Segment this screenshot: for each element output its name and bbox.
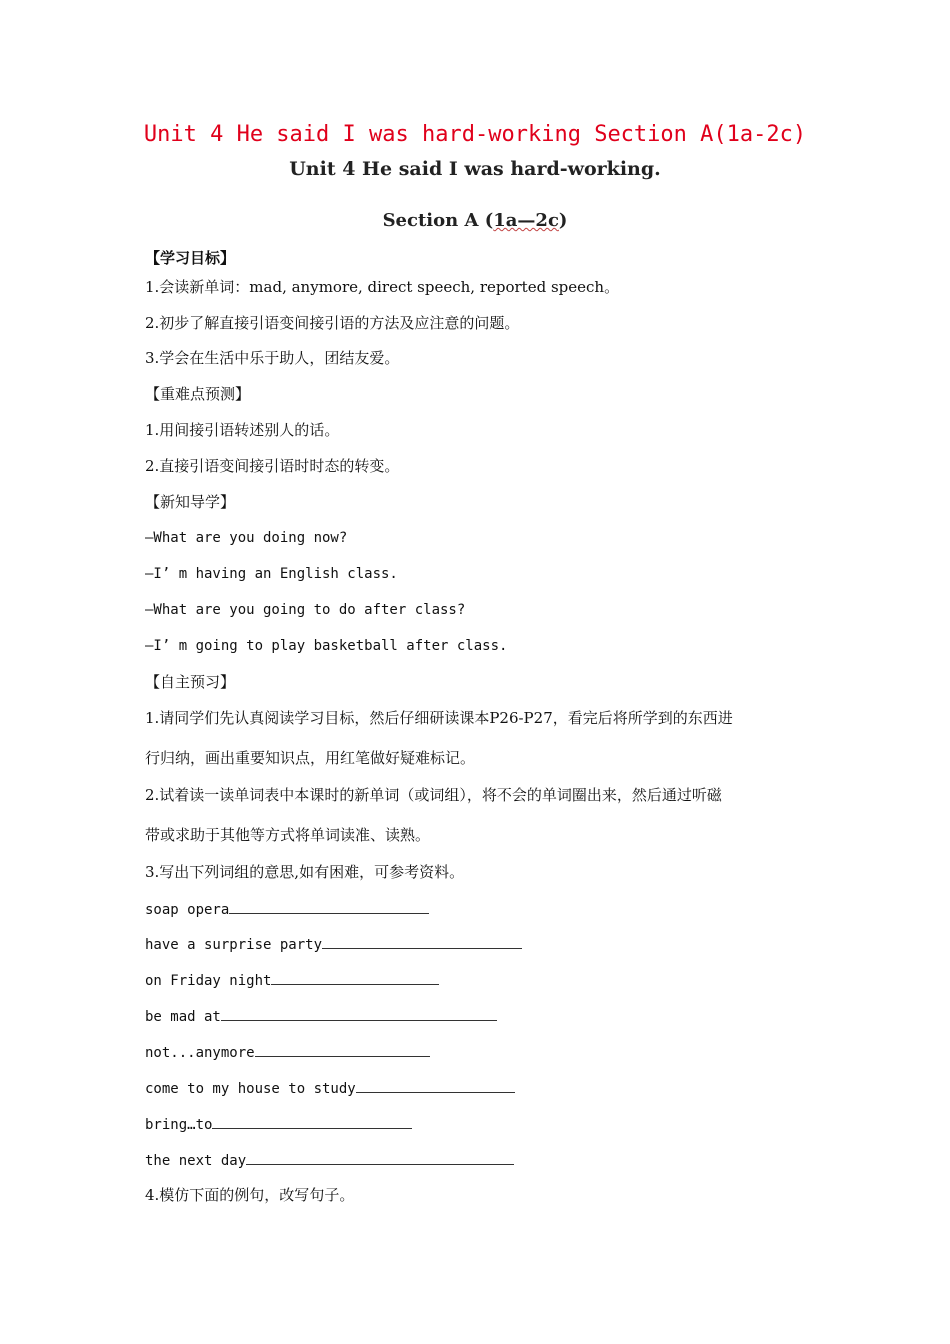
phrase-row	[145, 1078, 515, 1099]
phrase-text: soap opera	[145, 902, 230, 918]
scan-section-suffix: )	[558, 210, 568, 231]
phrase-text: bring…to	[145, 1117, 213, 1133]
phrase-row	[145, 934, 522, 955]
dialog-line: —I’ m having an English class.	[145, 566, 398, 582]
answer-blank[interactable]	[356, 1078, 515, 1093]
self-study-heading: 【自主预习】	[145, 673, 236, 691]
scan-section-title	[0, 210, 950, 231]
answer-blank[interactable]	[271, 970, 439, 985]
phrase-text: come to my house to study	[145, 1081, 356, 1097]
self-study-line: 带或求助于其他等方式将单词读准、读熟。	[145, 826, 431, 844]
self-study-line: 1.请同学们先认真阅读学习目标，然后仔细研读课本P26-P27，看完后将所学到的东西进	[145, 709, 733, 727]
answer-blank[interactable]	[221, 1006, 497, 1021]
goals-heading: 【学习目标】	[145, 249, 236, 267]
phrase-text: not...anymore	[145, 1045, 255, 1061]
answer-blank[interactable]	[229, 899, 429, 914]
scan-section-range: 1a—2c	[493, 210, 559, 231]
dialog-line: —What are you doing now?	[145, 530, 348, 546]
phrase-row	[145, 1042, 430, 1063]
goal-item: 3.学会在生活中乐于助人，团结友爱。	[145, 349, 400, 367]
phrase-text: have a surprise party	[145, 937, 323, 953]
phrase-text: be mad at	[145, 1009, 221, 1025]
key-point-item: 2.直接引语变间接引语时时态的转变。	[145, 457, 400, 475]
phrase-row	[145, 970, 439, 991]
phrase-row	[145, 1150, 514, 1171]
document-title: Unit 4 He said I was hard-working Section A(1a-2c)	[143, 122, 807, 147]
answer-blank[interactable]	[322, 934, 522, 949]
phrase-row	[145, 1114, 412, 1135]
answer-blank[interactable]	[246, 1150, 514, 1165]
scan-title: Unit 4 He said I was hard-working.	[289, 158, 661, 180]
rewrite-instruction: 4.模仿下面的例句，改写句子。	[145, 1186, 355, 1204]
self-study-line: 3.写出下列词组的意思,如有困难，可参考资料。	[145, 863, 465, 881]
self-study-line: 2.试着读一读单词表中本课时的新单词（或词组），将不会的单词圈出来，然后通过听磁	[145, 786, 722, 804]
self-study-line: 行归纳，画出重要知识点，用红笔做好疑难标记。	[145, 749, 476, 767]
scan-section-prefix: Section A (	[382, 210, 494, 231]
new-knowledge-heading: 【新知导学】	[145, 493, 236, 511]
phrase-text: the next day	[145, 1153, 247, 1169]
phrase-row	[145, 899, 429, 920]
phrase-row	[145, 1006, 497, 1027]
dialog-line: —I’ m going to play basketball after class.	[145, 638, 508, 654]
answer-blank[interactable]	[255, 1042, 430, 1057]
key-points-heading: 【重难点预测】	[145, 385, 251, 403]
dialog-line: —What are you going to do after class?	[145, 602, 466, 618]
answer-blank[interactable]	[212, 1114, 412, 1129]
goal-item: 1.会读新单词：mad, anymore, direct speech, reported speech。	[145, 278, 620, 296]
phrase-text: on Friday night	[145, 973, 272, 989]
goal-item: 2.初步了解直接引语变间接引语的方法及应注意的问题。	[145, 314, 520, 332]
key-point-item: 1.用间接引语转述别人的话。	[145, 421, 340, 439]
